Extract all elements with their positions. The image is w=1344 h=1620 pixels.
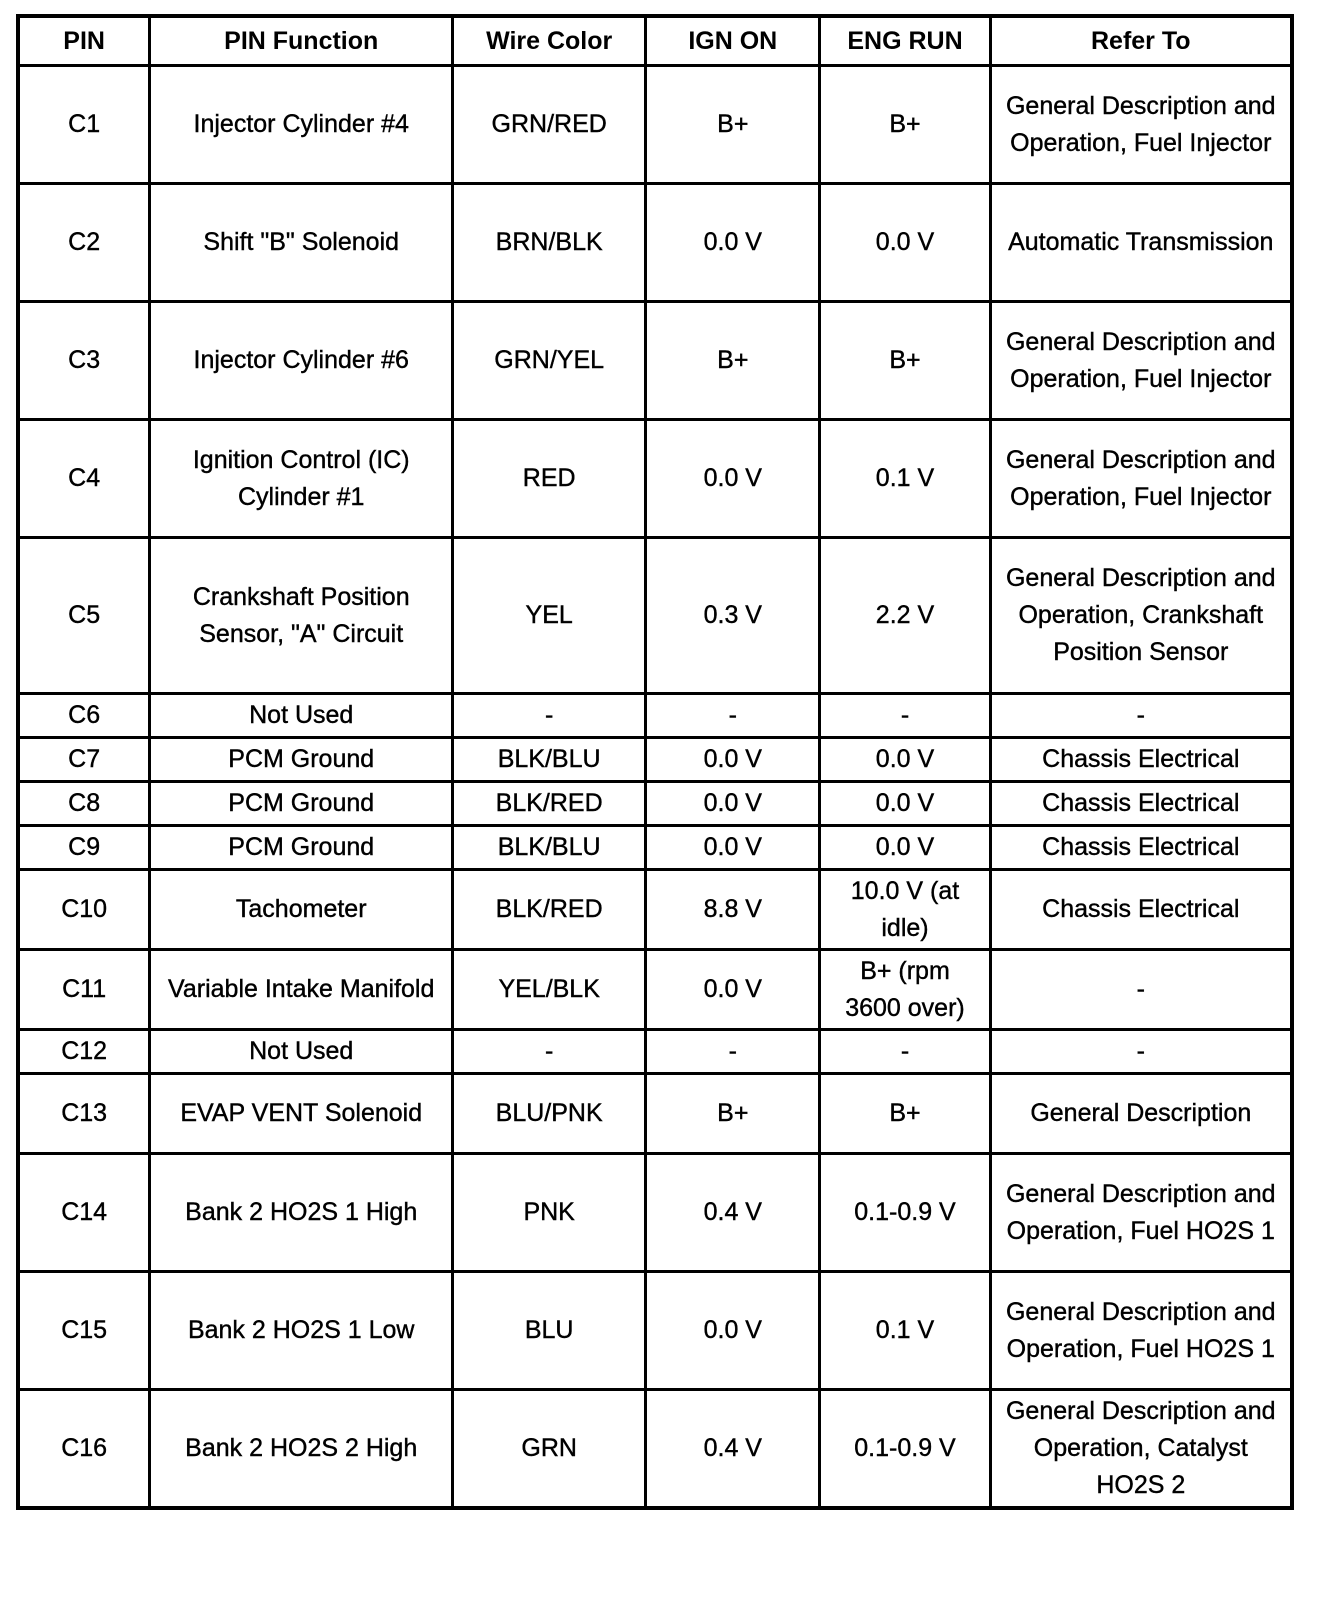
cell-ign-on: 0.0 V bbox=[646, 782, 820, 826]
cell-eng-run: 10.0 V (at idle) bbox=[820, 870, 990, 950]
cell-pin: C14 bbox=[18, 1154, 150, 1272]
cell-pin-function: Injector Cylinder #6 bbox=[150, 302, 453, 420]
cell-pin: C3 bbox=[18, 302, 150, 420]
cell-refer-to: - bbox=[990, 1030, 1292, 1074]
cell-eng-run: 2.2 V bbox=[820, 538, 990, 694]
cell-pin: C6 bbox=[18, 694, 150, 738]
pin-table bbox=[16, 14, 1294, 1510]
cell-wire-color: BLU bbox=[453, 1272, 646, 1390]
cell-wire-color: BLK/BLU bbox=[453, 738, 646, 782]
header-ign-on: IGN ON bbox=[646, 16, 820, 66]
table-row bbox=[18, 1074, 1292, 1154]
table-row bbox=[18, 302, 1292, 420]
cell-refer-to: Chassis Electrical bbox=[990, 782, 1292, 826]
table-row bbox=[18, 538, 1292, 694]
cell-eng-run: 0.1 V bbox=[820, 1272, 990, 1390]
table-row bbox=[18, 870, 1292, 950]
cell-pin: C11 bbox=[18, 950, 150, 1030]
cell-wire-color: BLK/RED bbox=[453, 870, 646, 950]
table-row bbox=[18, 1154, 1292, 1272]
cell-wire-color: RED bbox=[453, 420, 646, 538]
table-row bbox=[18, 1390, 1292, 1509]
cell-ign-on: 0.0 V bbox=[646, 826, 820, 870]
cell-wire-color: BLK/RED bbox=[453, 782, 646, 826]
cell-refer-to: Automatic Transmission bbox=[990, 184, 1292, 302]
cell-pin-function: Bank 2 HO2S 1 Low bbox=[150, 1272, 453, 1390]
cell-refer-to: General Description and Operation, Fuel Injector bbox=[990, 420, 1292, 538]
cell-refer-to: - bbox=[990, 950, 1292, 1030]
cell-eng-run: 0.0 V bbox=[820, 184, 990, 302]
cell-wire-color: - bbox=[453, 694, 646, 738]
cell-wire-color: YEL/BLK bbox=[453, 950, 646, 1030]
cell-wire-color: GRN/RED bbox=[453, 66, 646, 184]
cell-wire-color: PNK bbox=[453, 1154, 646, 1272]
cell-ign-on: 0.3 V bbox=[646, 538, 820, 694]
cell-refer-to: General Description and Operation, Catalyst HO2S 2 bbox=[990, 1390, 1292, 1509]
cell-refer-to: Chassis Electrical bbox=[990, 870, 1292, 950]
cell-pin: C7 bbox=[18, 738, 150, 782]
cell-pin: C4 bbox=[18, 420, 150, 538]
table-row bbox=[18, 738, 1292, 782]
cell-ign-on: B+ bbox=[646, 1074, 820, 1154]
cell-ign-on: 0.0 V bbox=[646, 1272, 820, 1390]
cell-eng-run: - bbox=[820, 694, 990, 738]
cell-pin-function: PCM Ground bbox=[150, 782, 453, 826]
cell-ign-on: 0.0 V bbox=[646, 950, 820, 1030]
cell-refer-to: General Description and Operation, Fuel HO2S 1 bbox=[990, 1272, 1292, 1390]
cell-pin-function: Tachometer bbox=[150, 870, 453, 950]
cell-pin-function: EVAP VENT Solenoid bbox=[150, 1074, 453, 1154]
cell-wire-color: YEL bbox=[453, 538, 646, 694]
cell-refer-to: General Description and Operation, Fuel Injector bbox=[990, 302, 1292, 420]
cell-pin-function: Not Used bbox=[150, 694, 453, 738]
cell-refer-to: - bbox=[990, 694, 1292, 738]
cell-eng-run: B+ (rpm 3600 over) bbox=[820, 950, 990, 1030]
cell-pin: C10 bbox=[18, 870, 150, 950]
table-row bbox=[18, 66, 1292, 184]
cell-pin-function: Bank 2 HO2S 2 High bbox=[150, 1390, 453, 1509]
cell-pin-function: PCM Ground bbox=[150, 738, 453, 782]
table-row bbox=[18, 420, 1292, 538]
cell-ign-on: B+ bbox=[646, 302, 820, 420]
cell-pin: C5 bbox=[18, 538, 150, 694]
table-row bbox=[18, 782, 1292, 826]
table-row bbox=[18, 1030, 1292, 1074]
table-row bbox=[18, 184, 1292, 302]
cell-pin: C15 bbox=[18, 1272, 150, 1390]
cell-ign-on: 0.0 V bbox=[646, 420, 820, 538]
cell-pin-function: Injector Cylinder #4 bbox=[150, 66, 453, 184]
cell-eng-run: 0.0 V bbox=[820, 826, 990, 870]
cell-ign-on: 8.8 V bbox=[646, 870, 820, 950]
cell-pin-function: Bank 2 HO2S 1 High bbox=[150, 1154, 453, 1272]
header-row bbox=[18, 16, 1292, 66]
cell-eng-run: B+ bbox=[820, 1074, 990, 1154]
cell-pin-function: Variable Intake Manifold bbox=[150, 950, 453, 1030]
cell-pin-function: Ignition Control (IC) Cylinder #1 bbox=[150, 420, 453, 538]
cell-refer-to: General Description bbox=[990, 1074, 1292, 1154]
header-eng-run: ENG RUN bbox=[820, 16, 990, 66]
table-row bbox=[18, 694, 1292, 738]
cell-eng-run: 0.1-0.9 V bbox=[820, 1154, 990, 1272]
cell-pin: C9 bbox=[18, 826, 150, 870]
table-row bbox=[18, 826, 1292, 870]
cell-eng-run: B+ bbox=[820, 302, 990, 420]
cell-wire-color: BRN/BLK bbox=[453, 184, 646, 302]
cell-pin: C8 bbox=[18, 782, 150, 826]
cell-pin: C16 bbox=[18, 1390, 150, 1509]
cell-ign-on: 0.4 V bbox=[646, 1154, 820, 1272]
cell-pin-function: Shift "B" Solenoid bbox=[150, 184, 453, 302]
cell-wire-color: - bbox=[453, 1030, 646, 1074]
cell-refer-to: Chassis Electrical bbox=[990, 738, 1292, 782]
cell-refer-to: General Description and Operation, Crankshaft Position Sensor bbox=[990, 538, 1292, 694]
cell-wire-color: BLU/PNK bbox=[453, 1074, 646, 1154]
cell-pin-function: PCM Ground bbox=[150, 826, 453, 870]
header-refer-to: Refer To bbox=[990, 16, 1292, 66]
cell-refer-to: Chassis Electrical bbox=[990, 826, 1292, 870]
cell-wire-color: GRN bbox=[453, 1390, 646, 1509]
cell-ign-on: 0.0 V bbox=[646, 738, 820, 782]
cell-pin-function: Crankshaft Position Sensor, "A" Circuit bbox=[150, 538, 453, 694]
cell-ign-on: 0.4 V bbox=[646, 1390, 820, 1509]
cell-pin: C12 bbox=[18, 1030, 150, 1074]
cell-eng-run: - bbox=[820, 1030, 990, 1074]
table-row bbox=[18, 950, 1292, 1030]
cell-pin-function: Not Used bbox=[150, 1030, 453, 1074]
cell-refer-to: General Description and Operation, Fuel Injector bbox=[990, 66, 1292, 184]
header-wire-color: Wire Color bbox=[453, 16, 646, 66]
cell-pin: C13 bbox=[18, 1074, 150, 1154]
header-pin: PIN bbox=[18, 16, 150, 66]
header-pin-function: PIN Function bbox=[150, 16, 453, 66]
cell-refer-to: General Description and Operation, Fuel HO2S 1 bbox=[990, 1154, 1292, 1272]
cell-ign-on: 0.0 V bbox=[646, 184, 820, 302]
cell-wire-color: BLK/BLU bbox=[453, 826, 646, 870]
table-row bbox=[18, 1272, 1292, 1390]
cell-eng-run: 0.1-0.9 V bbox=[820, 1390, 990, 1509]
cell-ign-on: - bbox=[646, 1030, 820, 1074]
cell-eng-run: 0.1 V bbox=[820, 420, 990, 538]
cell-wire-color: GRN/YEL bbox=[453, 302, 646, 420]
cell-pin: C1 bbox=[18, 66, 150, 184]
cell-ign-on: B+ bbox=[646, 66, 820, 184]
cell-eng-run: 0.0 V bbox=[820, 738, 990, 782]
cell-pin: C2 bbox=[18, 184, 150, 302]
cell-eng-run: 0.0 V bbox=[820, 782, 990, 826]
cell-eng-run: B+ bbox=[820, 66, 990, 184]
cell-ign-on: - bbox=[646, 694, 820, 738]
